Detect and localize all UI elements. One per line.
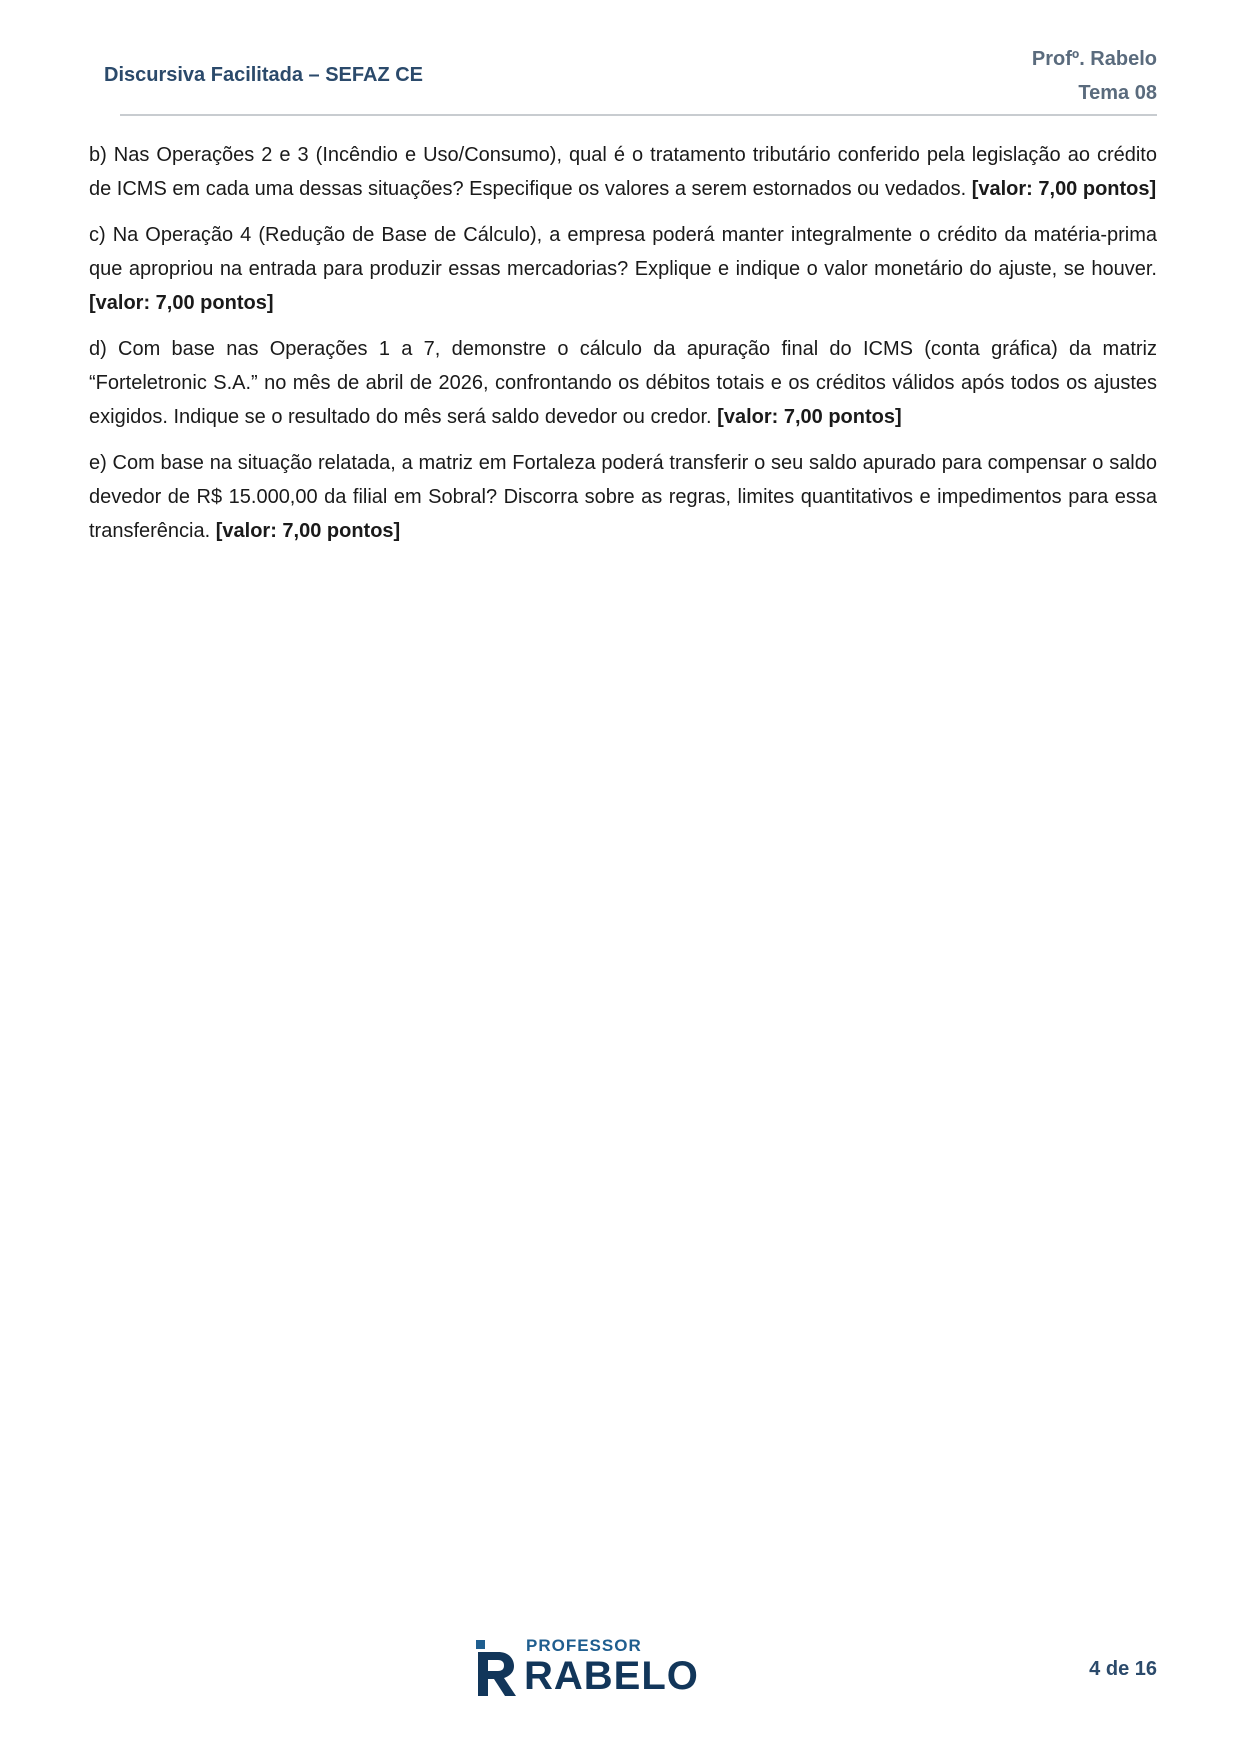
question-d [89,332,1157,434]
header-divider [120,114,1157,116]
document-title: Discursiva Facilitada – SEFAZ CE [104,64,424,86]
professor-rabelo-logo [474,1634,704,1704]
question-points: [valor: 7,00 pontos] [215,520,401,542]
question-points: [valor: 7,00 pontos] [89,292,274,314]
question-c [89,218,1157,320]
questions-section [89,138,1157,560]
question-e [89,446,1157,548]
question-b [89,138,1157,206]
question-points: [valor: 7,00 pontos] [971,178,1157,200]
header-info [1032,42,1157,110]
question-text: b) Nas Operações 2 e 3 (Incêndio e Uso/Consumo), qual é o tratamento tributário conferido pela legislação ao crédito de ICMS em cada uma dessas situações? Especifique os valores a serem estornados ou vedados. [89,144,1157,200]
question-text: d) Com base nas Operações 1 a 7, demonstre o cálculo da apuração final do ICMS (conta gráfica) da matriz “Forteletronic S.A.” no mês de abril de 2026, confrontando os débitos totais e os créditos válidos após todos os ajustes exigidos. Indique se o resultado do mês será saldo devedor ou credor. [89,338,1157,428]
rabelo-r-icon [474,1638,518,1698]
page-number: 4 de 16 [1089,1658,1157,1680]
professor-name: Profº. Rabelo [1031,48,1157,70]
logo-text-professor: PROFESSOR [526,1636,642,1655]
logo-text-rabelo: RABELO [524,1654,699,1698]
question-points: [valor: 7,00 pontos] [717,406,902,428]
question-text: c) Na Operação 4 (Redução de Base de Cálculo), a empresa poderá manter integralmente o crédito da matéria-prima que apropriou na entrada para produzir essas mercadorias? Explique e indique o valor monetário do ajuste, se houver. [89,224,1157,280]
question-text: e) Com base na situação relatada, a matriz em Fortaleza poderá transferir o seu saldo apurado para compensar o saldo devedor de R$ 15.000,00 da filial em Sobral? Discorra sobre as regras, limites quantitativos e impedimentos para essa transferência. [89,452,1157,542]
topic-label: Tema 08 [1078,82,1157,104]
